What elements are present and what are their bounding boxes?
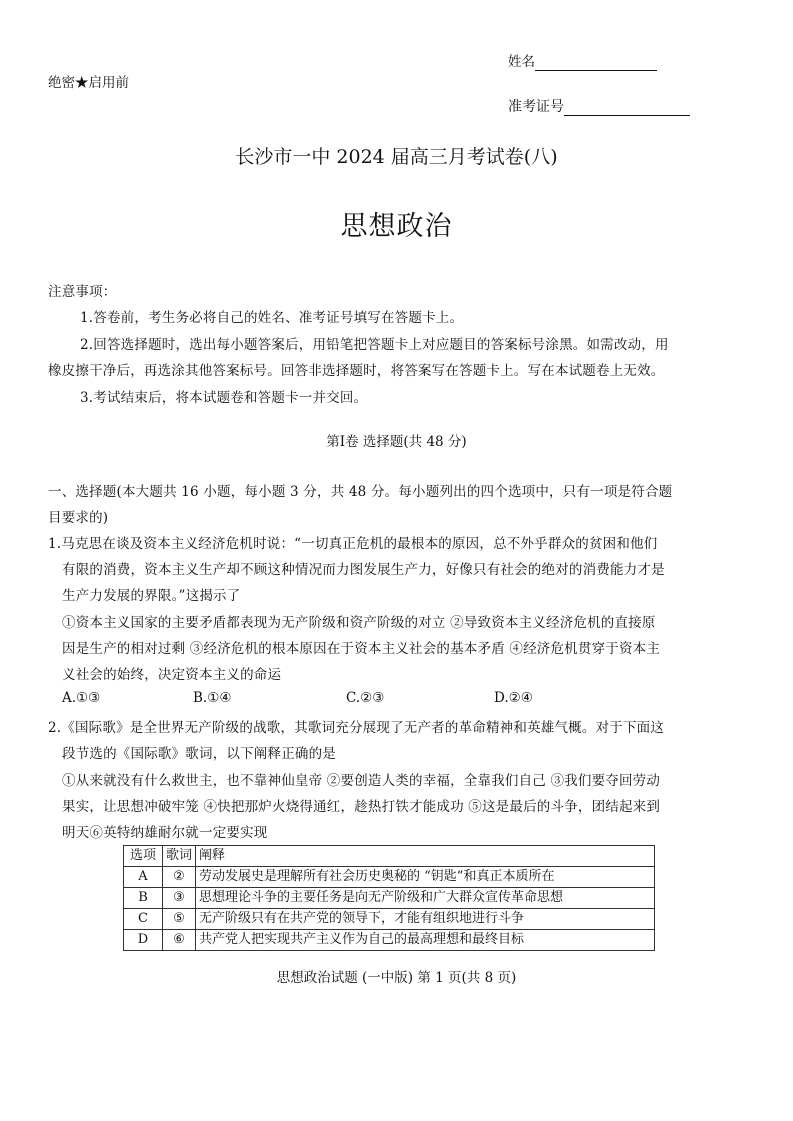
- name-underline: [535, 54, 657, 71]
- table-cell: B: [124, 888, 163, 909]
- q1-statement: 因是生产的相对过剩 ③经济危机的根本原因在于资本主义社会的基本矛盾 ④经济危机贯穿于资本主: [62, 641, 661, 657]
- notice-heading: 注意事项：: [48, 284, 117, 300]
- q2-statement: ①从来就没有什么救世主，也不靠神仙皇帝 ②要创造人类的幸福，全靠我们自己 ③我们要夺回劳动: [62, 773, 661, 789]
- table-row: [124, 867, 655, 888]
- exam-number-underline: [564, 99, 690, 116]
- exam-number-label: 准考证号: [508, 99, 564, 115]
- notice-item: 3.考试结束后，将本试题卷和答题卡一并交回。: [80, 390, 368, 406]
- table-cell: 无产阶级只有在共产党的领导下，才能有组织地进行斗争: [196, 909, 655, 930]
- page-footer: 思想政治试题 (一中版) 第 1 页(共 8 页): [276, 970, 517, 986]
- table-cell: A: [124, 867, 163, 888]
- table-header: 歌词: [163, 846, 196, 867]
- q1-option-a: A.①③: [62, 690, 101, 706]
- q1-stem: 生产力发展的界限。”这揭示了: [62, 588, 241, 604]
- name-label: 姓名: [508, 54, 535, 70]
- notice-item: 1.答卷前，考生务必将自己的姓名、准考证号填写在答题卡上。: [80, 310, 464, 326]
- exam-number-field: [508, 96, 690, 116]
- table-cell: C: [124, 909, 163, 930]
- table-cell: ②: [163, 867, 196, 888]
- part-intro: 目要求的): [48, 510, 109, 526]
- name-field: [508, 50, 657, 71]
- q2-stem: 2.《国际歌》是全世界无产阶级的战歌，其歌词充分展现了无产者的革命精神和英雄气概。对于下面这: [48, 720, 665, 736]
- q1-option-d: D.②④: [494, 690, 533, 706]
- table-row: [124, 930, 655, 951]
- notice-item: 橡皮擦干净后，再选涂其他答案标号。回答非选择题时，将答案写在答题卡上。写在本试题卷上无效。: [48, 363, 665, 379]
- q2-stem: 段节选的《国际歌》歌词，以下阐释正确的是: [62, 746, 336, 762]
- subject-title: 思想政治: [340, 211, 453, 242]
- exam-title: 长沙市一中 2024 届高三月考试卷(八): [235, 146, 558, 168]
- table-row: [124, 909, 655, 930]
- q1-statement: ①资本主义国家的主要矛盾都表现为无产阶级和资产阶级的对立 ②导致资本主义经济危机的直接原: [62, 615, 656, 631]
- table-cell: D: [124, 930, 163, 951]
- q2-statement: 果实，让思想冲破牢笼 ④快把那炉火烧得通红，趁热打铁才能成功 ⑤这是最后的斗争，团结起来到: [62, 799, 661, 815]
- table-cell: 共产党人把实现共产主义作为自己的最高理想和最终目标: [196, 930, 655, 951]
- q1-option-c: C.②③: [346, 690, 385, 706]
- q1-stem: 有限的消费，资本主义生产却不顾这种情况而力图发展生产力，好像只有社会的绝对的消费能力才是: [62, 562, 665, 578]
- part-intro: 一、选择题(本大题共 16 小题，每小题 3 分，共 48 分。每小题列出的四个选项中，只有一项是符合题: [48, 484, 673, 500]
- table-cell: ⑤: [163, 909, 196, 930]
- answer-table: [123, 845, 655, 951]
- table-cell: 思想理论斗争的主要任务是向无产阶级和广大群众宣传革命思想: [196, 888, 655, 909]
- table-cell: ⑥: [163, 930, 196, 951]
- table-header: 阐释: [196, 846, 655, 867]
- confidential-label: 绝密★启用前: [48, 75, 129, 91]
- table-header-row: [124, 846, 655, 867]
- table-cell: 劳动发展史是理解所有社会历史奥秘的 “钥匙”和真正本质所在: [196, 867, 655, 888]
- q1-option-b: B.①④: [193, 690, 232, 706]
- q2-statement: 明天⑥英特纳雄耐尔就一定要实现: [62, 825, 268, 841]
- section-title: 第Ⅰ卷 选择题(共 48 分): [326, 434, 467, 450]
- table-row: [124, 888, 655, 909]
- notice-item: 2.回答选择题时，选出每小题答案后，用铅笔把答题卡上对应题目的答案标号涂黑。如需改动，用: [80, 337, 669, 353]
- q1-statement: 义社会的始终，决定资本主义的命运: [62, 667, 282, 683]
- table-header: 选项: [124, 846, 163, 867]
- table-cell: ③: [163, 888, 196, 909]
- q1-stem: 1.马克思在谈及资本主义经济危机时说：“一切真正危机的最根本的原因，总不外乎群众的贫困和他们: [48, 536, 658, 552]
